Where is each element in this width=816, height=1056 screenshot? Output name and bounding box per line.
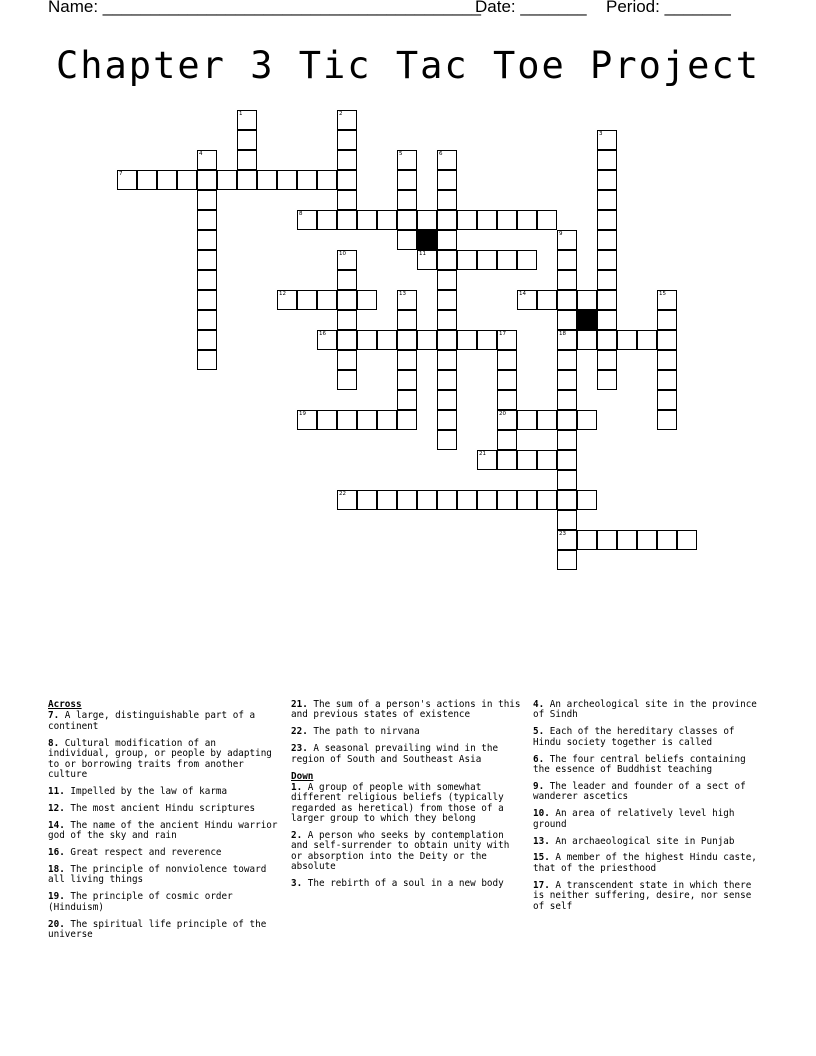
crossword-cell[interactable]: [477, 330, 497, 350]
crossword-cell[interactable]: [437, 230, 457, 250]
crossword-cell[interactable]: [417, 490, 437, 510]
clue-number: 2: [339, 111, 343, 117]
crossword-cell[interactable]: [357, 330, 377, 350]
crossword-cell[interactable]: [357, 290, 377, 310]
crossword-cell[interactable]: [197, 310, 217, 330]
crossword-cell[interactable]: [337, 310, 357, 330]
crossword-cell[interactable]: [397, 410, 417, 430]
crossword-cell[interactable]: [237, 150, 257, 170]
crossword-cell[interactable]: [397, 350, 417, 370]
crossword-cell[interactable]: [357, 490, 377, 510]
crossword-cell[interactable]: [477, 490, 497, 510]
clue-number: 1: [239, 111, 243, 117]
crossword-cell[interactable]: [557, 450, 577, 470]
clue-down-1: 1. A group of people with somewhat different religious beliefs (typically regarded as heretical) from those of a larger group to which they belong: [291, 781, 504, 825]
clue-down-9: 9. The leader and founder of a sect of wanderer ascetics: [533, 780, 746, 803]
crossword-cell[interactable]: [397, 190, 417, 210]
crossword-cell[interactable]: [437, 350, 457, 370]
crossword-cell[interactable]: [377, 330, 397, 350]
crossword-cell[interactable]: [337, 330, 357, 350]
crossword-cell[interactable]: [297, 170, 317, 190]
crossword-cell[interactable]: [677, 530, 697, 550]
crossword-cell[interactable]: [297, 290, 317, 310]
crossword-cell[interactable]: [317, 290, 337, 310]
crossword-cell[interactable]: [557, 530, 577, 550]
crossword-cell[interactable]: [397, 210, 417, 230]
crossword-cell[interactable]: [657, 410, 677, 430]
crossword-cell[interactable]: [437, 210, 457, 230]
crossword-cell[interactable]: [517, 290, 537, 310]
crossword-cell[interactable]: [377, 410, 397, 430]
crossword-cell[interactable]: [237, 110, 257, 130]
crossword-cell[interactable]: [137, 170, 157, 190]
clue-number: 21: [479, 451, 486, 457]
crossword-cell[interactable]: [517, 210, 537, 230]
clue-down-2: 2. A person who seeks by contemplation and self-surrender to obtain unity with or absorption into the Deity or the absolute: [291, 830, 510, 873]
crossword-cell[interactable]: [437, 170, 457, 190]
crossword-cell[interactable]: [377, 210, 397, 230]
crossword-cell[interactable]: [517, 250, 537, 270]
crossword-cell[interactable]: [437, 290, 457, 310]
crossword-cell[interactable]: [497, 330, 517, 350]
crossword-cell[interactable]: [317, 410, 337, 430]
crossword-cell[interactable]: [497, 410, 517, 430]
crossword-cell[interactable]: [437, 330, 457, 350]
clue-number: 19: [299, 411, 306, 417]
crossword-cell[interactable]: [397, 490, 417, 510]
crossword-cell[interactable]: [337, 270, 357, 290]
crossword-cell[interactable]: [557, 350, 577, 370]
crossword-cell[interactable]: [657, 390, 677, 410]
crossword-cell[interactable]: [217, 170, 237, 190]
date-field[interactable]: Date: _______: [475, 0, 587, 16]
crossword-cell[interactable]: [557, 430, 577, 450]
crossword-cell[interactable]: [497, 490, 517, 510]
crossword-cell[interactable]: [177, 170, 197, 190]
crossword-cell[interactable]: [537, 450, 557, 470]
crossword-cell[interactable]: [317, 330, 337, 350]
clue-across-18: 18. The principle of nonviolence toward all living things: [48, 863, 267, 886]
clue-across-14: 14. The name of the ancient Hindu warrior god of the sky and rain: [48, 819, 278, 842]
crossword-cell[interactable]: [417, 250, 437, 270]
crossword-cell[interactable]: [577, 330, 597, 350]
crossword-cell[interactable]: [437, 270, 457, 290]
clue-across-19: 19. The principle of cosmic order (Hinduism): [48, 891, 233, 913]
crossword-cell[interactable]: [337, 290, 357, 310]
clue-number: 6: [439, 151, 443, 157]
crossword-cell[interactable]: [477, 250, 497, 270]
clue-number: 18: [559, 331, 566, 337]
crossword-cell[interactable]: [317, 210, 337, 230]
down-heading: Down: [291, 770, 314, 782]
crossword-cell[interactable]: [197, 170, 217, 190]
crossword-cell[interactable]: [557, 250, 577, 270]
across-heading: Across: [48, 699, 82, 710]
crossword-cell[interactable]: [197, 290, 217, 310]
clue-number: 20: [499, 411, 506, 417]
crossword-cell[interactable]: [597, 130, 617, 150]
clue-number: 10: [339, 251, 346, 257]
crossword-cell[interactable]: [337, 250, 357, 270]
crossword-cell[interactable]: [657, 330, 677, 350]
clue-number: 5: [399, 151, 403, 157]
crossword-cell[interactable]: [577, 490, 597, 510]
crossword-cell[interactable]: [437, 310, 457, 330]
crossword-cell[interactable]: [657, 310, 677, 330]
crossword-cell[interactable]: [597, 230, 617, 250]
crossword-cell[interactable]: [557, 290, 577, 310]
clue-number: 23: [559, 531, 566, 537]
clue-number: 7: [119, 171, 123, 177]
clue-number: 8: [299, 211, 303, 217]
crossword-cell[interactable]: [557, 330, 577, 350]
crossword-cell[interactable]: [497, 250, 517, 270]
crossword-cell[interactable]: [437, 430, 457, 450]
clue-across-8: 8. Cultural modification of an individual, group, or people by adapting to or borrowing traits from another culture: [48, 737, 272, 780]
crossword-cell[interactable]: [597, 350, 617, 370]
crossword-cell[interactable]: [577, 290, 597, 310]
crossword-cell[interactable]: [597, 330, 617, 350]
crossword-cell[interactable]: [417, 210, 437, 230]
crossword-cell[interactable]: [517, 450, 537, 470]
crossword-cell[interactable]: [557, 270, 577, 290]
crossword-cell[interactable]: [397, 290, 417, 310]
clue-number: 12: [279, 291, 286, 297]
clue-down-10: 10. An area of relatively level high ground: [533, 808, 735, 830]
crossword-cell[interactable]: [297, 210, 317, 230]
crossword-cell[interactable]: [597, 290, 617, 310]
clue-number: 11: [419, 251, 426, 257]
clue-across-7: 7. A large, distinguishable part of a continent: [48, 710, 256, 732]
crossword-cell[interactable]: [397, 370, 417, 390]
crossword-cell[interactable]: [197, 230, 217, 250]
crossword-cell[interactable]: [437, 150, 457, 170]
crossword-cell[interactable]: [117, 170, 137, 190]
crossword-cell[interactable]: [597, 530, 617, 550]
crossword-cell[interactable]: [337, 170, 357, 190]
name-field[interactable]: Name: ________________________________________: [48, 0, 481, 16]
clue-across-16: 16. Great respect and reverence: [48, 846, 222, 858]
crossword-cell[interactable]: [557, 410, 577, 430]
crossword-cell[interactable]: [357, 210, 377, 230]
crossword-cell[interactable]: [497, 350, 517, 370]
crossword-cell[interactable]: [657, 350, 677, 370]
clue-down-4: 4. An archeological site in the province of Sindh: [533, 699, 757, 721]
crossword-cell[interactable]: [317, 170, 337, 190]
crossword-cell[interactable]: [197, 150, 217, 170]
crossword-cell[interactable]: [197, 330, 217, 350]
crossword-cell[interactable]: [377, 490, 397, 510]
crossword-cell[interactable]: [597, 210, 617, 230]
crossword-cell[interactable]: [337, 210, 357, 230]
crossword-cell[interactable]: [197, 250, 217, 270]
crossword-cell[interactable]: [337, 150, 357, 170]
clues-column-3: [533, 700, 767, 919]
clue-number: 9: [559, 231, 563, 237]
crossword-cell[interactable]: [657, 530, 677, 550]
crossword-cell[interactable]: [197, 270, 217, 290]
crossword-cell[interactable]: [597, 190, 617, 210]
crossword-cell[interactable]: [497, 370, 517, 390]
crossword-cell[interactable]: [197, 190, 217, 210]
crossword-cell[interactable]: [197, 210, 217, 230]
clue-down-3: 3. The rebirth of a soul in a new body: [291, 878, 504, 890]
crossword-cell[interactable]: [337, 130, 357, 150]
crossword-block: [577, 310, 597, 330]
clue-across-11: 11. Impelled by the law of karma: [48, 785, 228, 797]
crossword-cell[interactable]: [597, 150, 617, 170]
crossword-cell[interactable]: [557, 490, 577, 510]
crossword-cell[interactable]: [397, 330, 417, 350]
crossword-cell[interactable]: [497, 390, 517, 410]
crossword-cell[interactable]: [437, 390, 457, 410]
crossword-cell[interactable]: [537, 490, 557, 510]
clue-number: 4: [199, 151, 203, 157]
crossword-cell[interactable]: [597, 270, 617, 290]
crossword-cell[interactable]: [457, 490, 477, 510]
clue-down-13: 13. An archaeological site in Punjab: [533, 835, 735, 847]
crossword-cell[interactable]: [237, 170, 257, 190]
crossword-block: [417, 230, 437, 250]
crossword-cell[interactable]: [497, 450, 517, 470]
crossword-cell[interactable]: [277, 290, 297, 310]
crossword-cell[interactable]: [277, 170, 297, 190]
crossword-cell[interactable]: [337, 110, 357, 130]
crossword-cell[interactable]: [457, 250, 477, 270]
crossword-cell[interactable]: [477, 210, 497, 230]
clue-number: 3: [599, 131, 603, 137]
crossword-cell[interactable]: [557, 390, 577, 410]
crossword-cell[interactable]: [337, 190, 357, 210]
crossword-cell[interactable]: [337, 410, 357, 430]
crossword-cell[interactable]: [477, 450, 497, 470]
crossword-cell[interactable]: [397, 170, 417, 190]
clue-down-17: 17. A transcendent state in which there is neither suffering, desire, nor sense of self: [533, 879, 752, 912]
crossword-cell[interactable]: [637, 530, 657, 550]
crossword-cell[interactable]: [437, 190, 457, 210]
crossword-cell[interactable]: [437, 250, 457, 270]
crossword-cell[interactable]: [597, 370, 617, 390]
crossword-cell[interactable]: [437, 370, 457, 390]
crossword-cell[interactable]: [337, 350, 357, 370]
clue-down-15: 15. A member of the highest Hindu caste, that of the priesthood: [533, 852, 757, 874]
crossword-cell[interactable]: [437, 490, 457, 510]
crossword-cell[interactable]: [237, 130, 257, 150]
crossword-cell[interactable]: [397, 150, 417, 170]
clue-across-20: 20. The spiritual life principle of the universe: [48, 918, 267, 940]
crossword-cell[interactable]: [637, 330, 657, 350]
crossword-cell[interactable]: [557, 550, 577, 570]
crossword-cell[interactable]: [157, 170, 177, 190]
clue-number: 15: [659, 291, 666, 297]
crossword-cell[interactable]: [657, 290, 677, 310]
clue-number: 17: [499, 331, 506, 337]
clues-column-1: [48, 700, 280, 947]
crossword-cell[interactable]: [617, 330, 637, 350]
clue-number: 13: [399, 291, 406, 297]
clue-down-5: 5. Each of the hereditary classes of Hindu society together is called: [533, 726, 735, 748]
crossword-cell[interactable]: [357, 410, 377, 430]
crossword-cell[interactable]: [417, 330, 437, 350]
crossword-cell[interactable]: [657, 370, 677, 390]
crossword-cell[interactable]: [557, 470, 577, 490]
crossword-cell[interactable]: [457, 210, 477, 230]
crossword-cell[interactable]: [617, 530, 637, 550]
clues-column-2: [291, 700, 523, 896]
crossword-cell[interactable]: [597, 170, 617, 190]
crossword-cell[interactable]: [457, 330, 477, 350]
crossword-cell[interactable]: [537, 410, 557, 430]
clue-across-23: 23. A seasonal prevailing wind in the region of South and Southeast Asia: [291, 743, 499, 765]
crossword-cell[interactable]: [397, 390, 417, 410]
crossword-cell[interactable]: [557, 230, 577, 250]
crossword-cell[interactable]: [397, 230, 417, 250]
clue-across-22: 22. The path to nirvana: [291, 726, 420, 738]
clue-down-6: 6. The four central beliefs containing the essence of Buddhist teaching: [533, 753, 746, 776]
crossword-cell[interactable]: [497, 210, 517, 230]
crossword-cell[interactable]: [537, 290, 557, 310]
crossword-cell[interactable]: [297, 410, 317, 430]
page-title: Chapter 3 Tic Tac Toe Project: [55, 44, 760, 87]
crossword-cell[interactable]: [517, 410, 537, 430]
crossword-cell[interactable]: [597, 250, 617, 270]
clue-number: 22: [339, 491, 346, 497]
clue-across-12: 12. The most ancient Hindu scriptures: [48, 802, 256, 814]
crossword-cell[interactable]: [577, 530, 597, 550]
clue-across-21: 21. The sum of a person's actions in this and previous states of existence: [291, 699, 521, 721]
clue-number: 16: [319, 331, 326, 337]
period-field[interactable]: Period: _______: [606, 0, 731, 16]
crossword-cell[interactable]: [197, 350, 217, 370]
crossword-cell[interactable]: [597, 310, 617, 330]
crossword-cell[interactable]: [337, 370, 357, 390]
crossword-cell[interactable]: [557, 370, 577, 390]
crossword-cell[interactable]: [337, 490, 357, 510]
crossword-cell[interactable]: [557, 510, 577, 530]
clue-number: 14: [519, 291, 526, 297]
crossword-cell[interactable]: [517, 490, 537, 510]
crossword-cell[interactable]: [557, 310, 577, 330]
crossword-cell[interactable]: [397, 310, 417, 330]
crossword-cell[interactable]: [577, 410, 597, 430]
crossword-cell[interactable]: [257, 170, 277, 190]
crossword-cell[interactable]: [437, 410, 457, 430]
crossword-cell[interactable]: [537, 210, 557, 230]
crossword-cell[interactable]: [497, 430, 517, 450]
